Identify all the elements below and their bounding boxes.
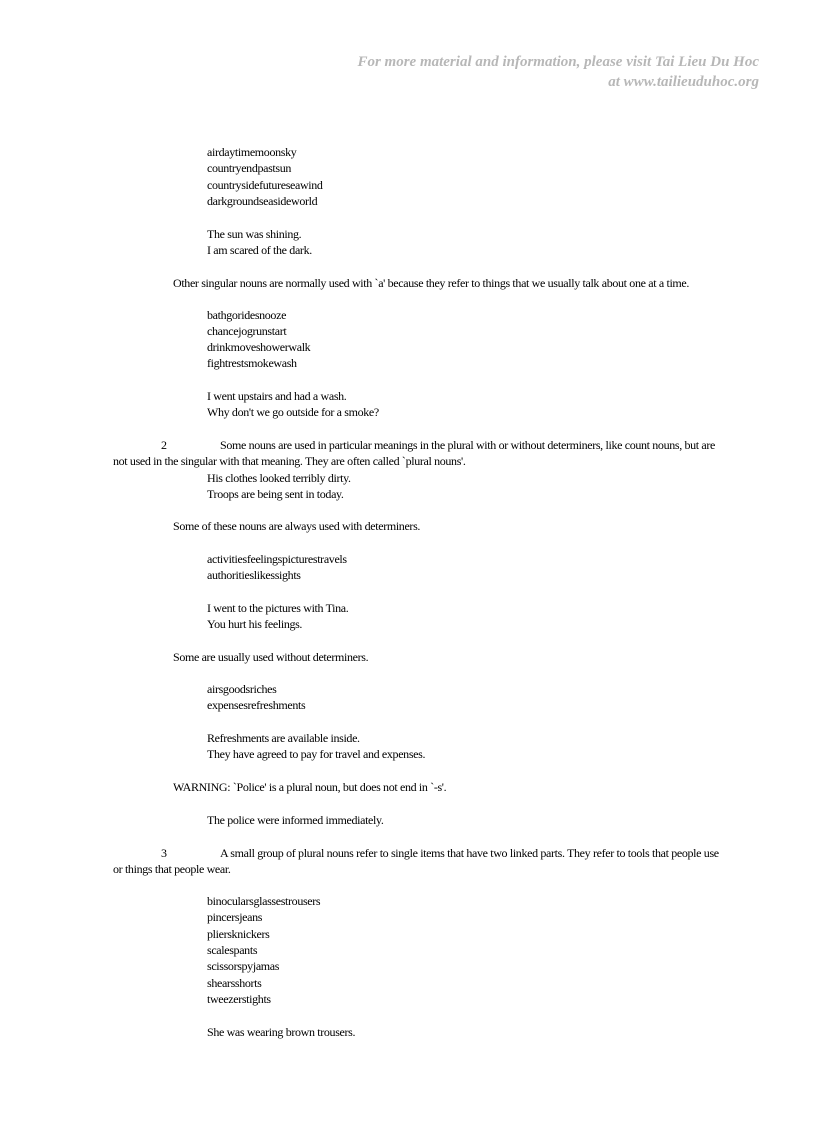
word-list-item: activitiesfeelingspicturestravels [207, 552, 347, 566]
example-sentence: Refreshments are available inside. [207, 731, 360, 745]
paragraph: Some are usually used without determiners. [173, 650, 369, 664]
section-text: A small group of plural nouns refer to single items that have two linked parts. They refer to tools that people use [220, 846, 719, 860]
warning-note: WARNING: `Police' is a plural noun, but does not end in `-s'. [173, 780, 447, 794]
example-sentence: I am scared of the dark. [207, 243, 312, 257]
section-text: not used in the singular with that meaning. They are often called `plural nouns'. [113, 454, 466, 468]
section-text: or things that people wear. [113, 862, 231, 876]
word-list-item: bathgoridesnooze [207, 308, 287, 322]
section-text: Some nouns are used in particular meanings in the plural with or without determiners, like count nouns, but are [220, 438, 716, 452]
example-sentence: Why don't we go outside for a smoke? [207, 405, 379, 419]
word-list-item: darkgroundseasideworld [207, 194, 318, 208]
header-line-2: at www.tailieuduhoc.org [608, 74, 759, 90]
example-sentence: You hurt his feelings. [207, 617, 303, 631]
word-list-item: airdaytimemoonsky [207, 145, 297, 159]
example-sentence: They have agreed to pay for travel and expenses. [207, 747, 426, 761]
section-number: 2 [161, 438, 167, 452]
example-sentence: I went upstairs and had a wash. [207, 389, 347, 403]
word-list-item: drinkmoveshowerwalk [207, 340, 311, 354]
word-list-item: countryendpastsun [207, 161, 292, 175]
word-list-item: scalespants [207, 943, 258, 957]
page-header [357, 52, 759, 92]
word-list-item: binocularsglassestrousers [207, 894, 321, 908]
paragraph: Some of these nouns are always used with determiners. [173, 519, 421, 533]
example-sentence: She was wearing brown trousers. [207, 1025, 356, 1039]
word-list-item: chancejogrunstart [207, 324, 287, 338]
word-list-item: authoritieslikessights [207, 568, 301, 582]
paragraph: Other singular nouns are normally used with `a' because they refer to things that we usually talk about one at a time. [173, 276, 690, 290]
word-list-item: countrysidefutureseawind [207, 178, 323, 192]
word-list-item: shearsshorts [207, 976, 262, 990]
word-list-item: expensesrefreshments [207, 698, 306, 712]
example-sentence: I went to the pictures with Tina. [207, 601, 349, 615]
example-sentence: Troops are being sent in today. [207, 487, 344, 501]
word-list-item: pliersknickers [207, 927, 270, 941]
word-list-item: scissorspyjamas [207, 959, 280, 973]
header-line-1: For more material and information, please visit Tai Lieu Du Hoc [357, 54, 759, 70]
word-list-item: fightrestsmokewash [207, 356, 297, 370]
word-list-item: tweezerstights [207, 992, 271, 1006]
word-list-item: pincersjeans [207, 910, 263, 924]
example-sentence: The police were informed immediately. [207, 813, 384, 827]
example-sentence: His clothes looked terribly dirty. [207, 471, 351, 485]
word-list-item: airsgoodsriches [207, 682, 277, 696]
example-sentence: The sun was shining. [207, 227, 302, 241]
section-number: 3 [161, 846, 167, 860]
